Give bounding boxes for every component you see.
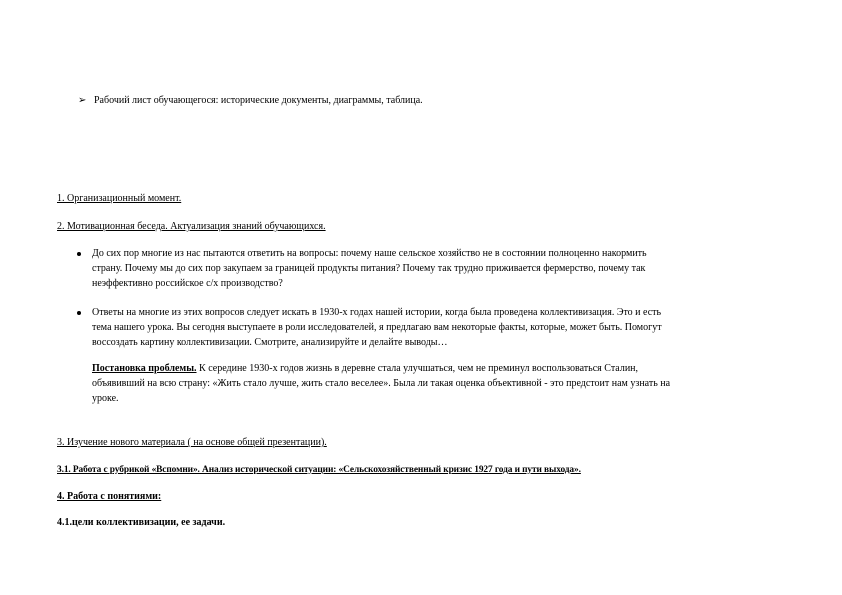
bullet-paragraph-1 xyxy=(92,246,792,291)
section-2-heading: 2. Мотивационная беседа. Актуализация знаний обучающихся. xyxy=(57,221,326,232)
text-line xyxy=(92,361,792,376)
bullet-paragraph-2 xyxy=(92,305,792,350)
bullet-dot xyxy=(77,311,81,315)
text-line: тема нашего урока. Вы сегодня выступаете в роли исследователей, я предлагаю вам некоторые факты, которые, может быть. Помогут xyxy=(92,322,662,333)
section-3-heading: 3. Изучение нового материала ( на основе общей презентации). xyxy=(57,437,327,448)
problem-label: Постановка проблемы. xyxy=(92,363,197,374)
arrow-bullet-icon: ➢ xyxy=(78,95,87,106)
section-4-1-heading: 4.1.цели коллективизации, ее задачи. xyxy=(57,517,226,528)
section-1-heading: 1. Организационный момент. xyxy=(57,193,182,204)
section-3-1-heading: 3.1. Работа с рубрикой «Вспомни». Анализ исторической ситуации: «Сельскохозяйственный кризис 1927 года и пути выхода». xyxy=(57,465,581,475)
section-4-heading: 4. Работа с понятиями: xyxy=(57,491,162,502)
problem-paragraph xyxy=(92,361,792,406)
text-line: воссоздать картину коллективизации. Смотрите, анализируйте и делайте выводы… xyxy=(92,337,448,348)
text-line: объявивший на всю страну: «Жить стало лучше, жить стало веселее». Была ли такая оценка объективной - это предстоит нам узнать на xyxy=(92,378,671,389)
bullet-dot xyxy=(77,252,81,256)
problem-text: К середине 1930-х годов жизнь в деревне стала улучшаться, чем не преминул воспользоваться Сталин, xyxy=(196,363,639,374)
text-line: неэффективно российское с/х производство? xyxy=(92,278,283,289)
text-line: страну. Почему мы до сих пор закупаем за границей продукты питания? Почему так трудно приживается фермерство, почему так xyxy=(92,263,646,274)
worksheet-title: Рабочий лист обучающегося: исторические документы, диаграммы, таблица. xyxy=(94,95,423,106)
text-line: До сих пор многие из нас пытаются ответить на вопросы: почему наше сельское хозяйство не в состоянии полноценно накормить xyxy=(92,248,647,259)
text-line: Ответы на многие из этих вопросов следует искать в 1930-х годах нашей истории, когда была проведена коллективизация. Это и есть xyxy=(92,307,662,318)
text-line: уроке. xyxy=(92,393,119,404)
